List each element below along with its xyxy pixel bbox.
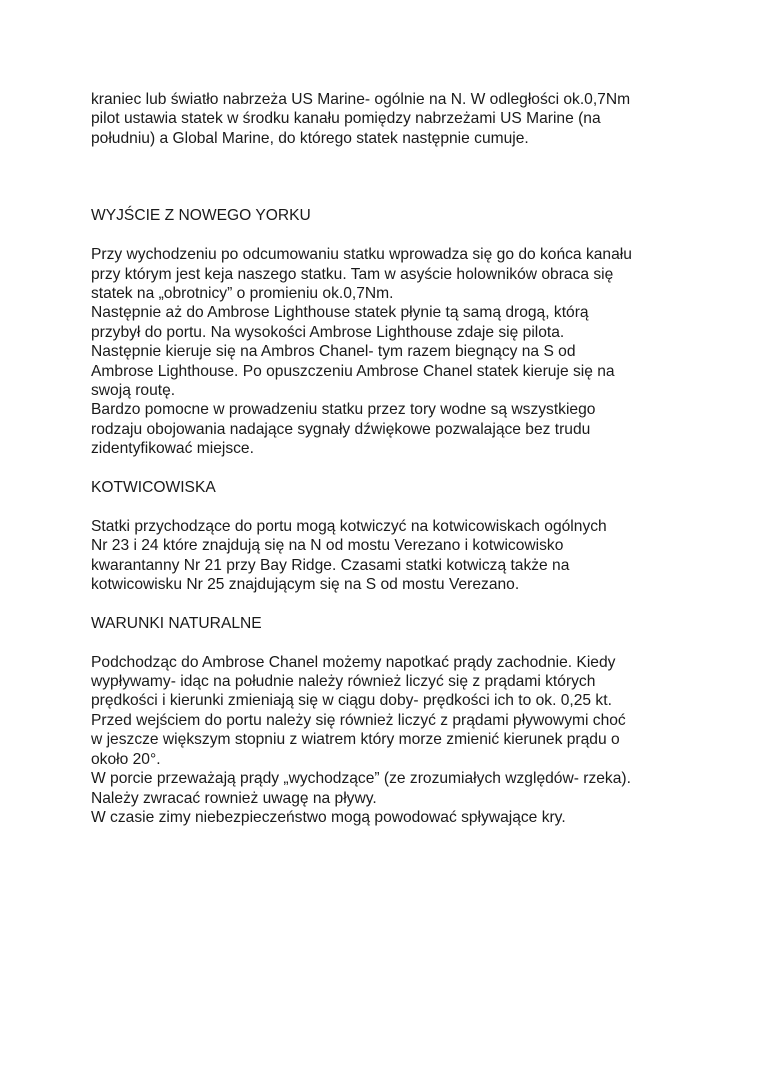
paragraph-line: Statki przychodzące do portu mogą kotwiczyć na kotwicowiskach ogólnych: [91, 517, 607, 535]
section-exit-new-york: [91, 206, 681, 458]
paragraph-line: W czasie zimy niebezpieczeństwo mogą powodować spływające kry.: [91, 808, 566, 826]
paragraph-line: Nr 23 i 24 które znajdują się na N od mostu Verezano i kotwicowisko: [91, 537, 564, 555]
section-natural-conditions: [91, 614, 681, 827]
spacer: [91, 633, 681, 652]
spacer: [91, 497, 681, 516]
paragraph-line: kotwicowisku Nr 25 znajdującym się na S od mostu Verezano.: [91, 576, 520, 594]
paragraph-line: Podchodząc do Ambrose Chanel możemy napotkać prądy zachodnie. Kiedy: [91, 653, 616, 671]
section-heading: KOTWICOWISKA: [91, 479, 216, 497]
paragraph-line: wypływamy- idąc na południe należy również liczyć się z prądami których: [91, 673, 596, 691]
paragraph-line: Należy zwracać rownież uwagę na pływy.: [91, 789, 377, 807]
spacer: [91, 594, 681, 613]
intro-paragraph: [91, 90, 681, 148]
paragraph-line: W porcie przeważają prądy „wychodzące” (ze zrozumiałych względów- rzeka).: [91, 770, 631, 788]
paragraph-line: rodzaju obojowania nadające sygnały dźwiękowe pozwalające bez trudu: [91, 420, 591, 438]
paragraph-line: Następnie aż do Ambrose Lighthouse statek płynie tą samą drogą, którą: [91, 304, 589, 322]
paragraph-line: statek na „obrotnicy” o promieniu ok.0,7Nm.: [91, 285, 394, 303]
paragraph-line: Przed wejściem do portu należy się również liczyć z prądami pływowymi choć: [91, 711, 626, 729]
paragraph-line: Bardzo pomocne w prowadzeniu statku przez tory wodne są wszystkiego: [91, 401, 596, 419]
paragraph-line: Ambrose Lighthouse. Po opuszczeniu Ambrose Chanel statek kieruje się na: [91, 362, 615, 380]
paragraph-line: Następnie kieruje się na Ambros Chanel- tym razem biegnący na S od: [91, 343, 576, 361]
paragraph-line: Przy wychodzeniu po odcumowaniu statku wprowadza się go do końca kanału: [91, 246, 632, 264]
paragraph-line: kwarantanny Nr 21 przy Bay Ridge. Czasami statki kotwiczą także na: [91, 556, 570, 574]
paragraph-line: prędkości i kierunki zmieniają się w ciągu doby- prędkości ich to ok. 0,25 kt.: [91, 692, 612, 710]
paragraph-line: swoją routę.: [91, 382, 176, 400]
section-paragraph: [91, 245, 681, 458]
section-heading: WARUNKI NATURALNE: [91, 614, 262, 632]
section-heading: WYJŚCIE Z NOWEGO YORKU: [91, 207, 311, 225]
paragraph-line: przybył do portu. Na wysokości Ambrose Lighthouse zdaje się pilota.: [91, 323, 565, 341]
spacer: [91, 226, 681, 245]
section-anchorages: [91, 478, 681, 594]
spacer: [91, 148, 681, 206]
paragraph-line: pilot ustawia statek w środku kanału pomiędzy nabrzeżami US Marine (na: [91, 110, 601, 128]
paragraph-line: w jeszcze większym stopniu z wiatrem który morze zmienić kierunek prądu o: [91, 731, 620, 749]
spacer: [91, 459, 681, 478]
paragraph-line: około 20°.: [91, 750, 161, 768]
document-body: [91, 90, 681, 827]
paragraph-line: przy którym jest keja naszego statku. Tam w asyście holowników obraca się: [91, 265, 614, 283]
section-paragraph: [91, 517, 681, 595]
paragraph-line: kraniec lub światło nabrzeża US Marine- ogólnie na N. W odległości ok.0,7Nm: [91, 91, 631, 108]
section-paragraph: [91, 653, 681, 828]
paragraph-line: zidentyfikować miejsce.: [91, 440, 254, 458]
paragraph-line: południu) a Global Marine, do którego statek następnie cumuje.: [91, 129, 529, 147]
